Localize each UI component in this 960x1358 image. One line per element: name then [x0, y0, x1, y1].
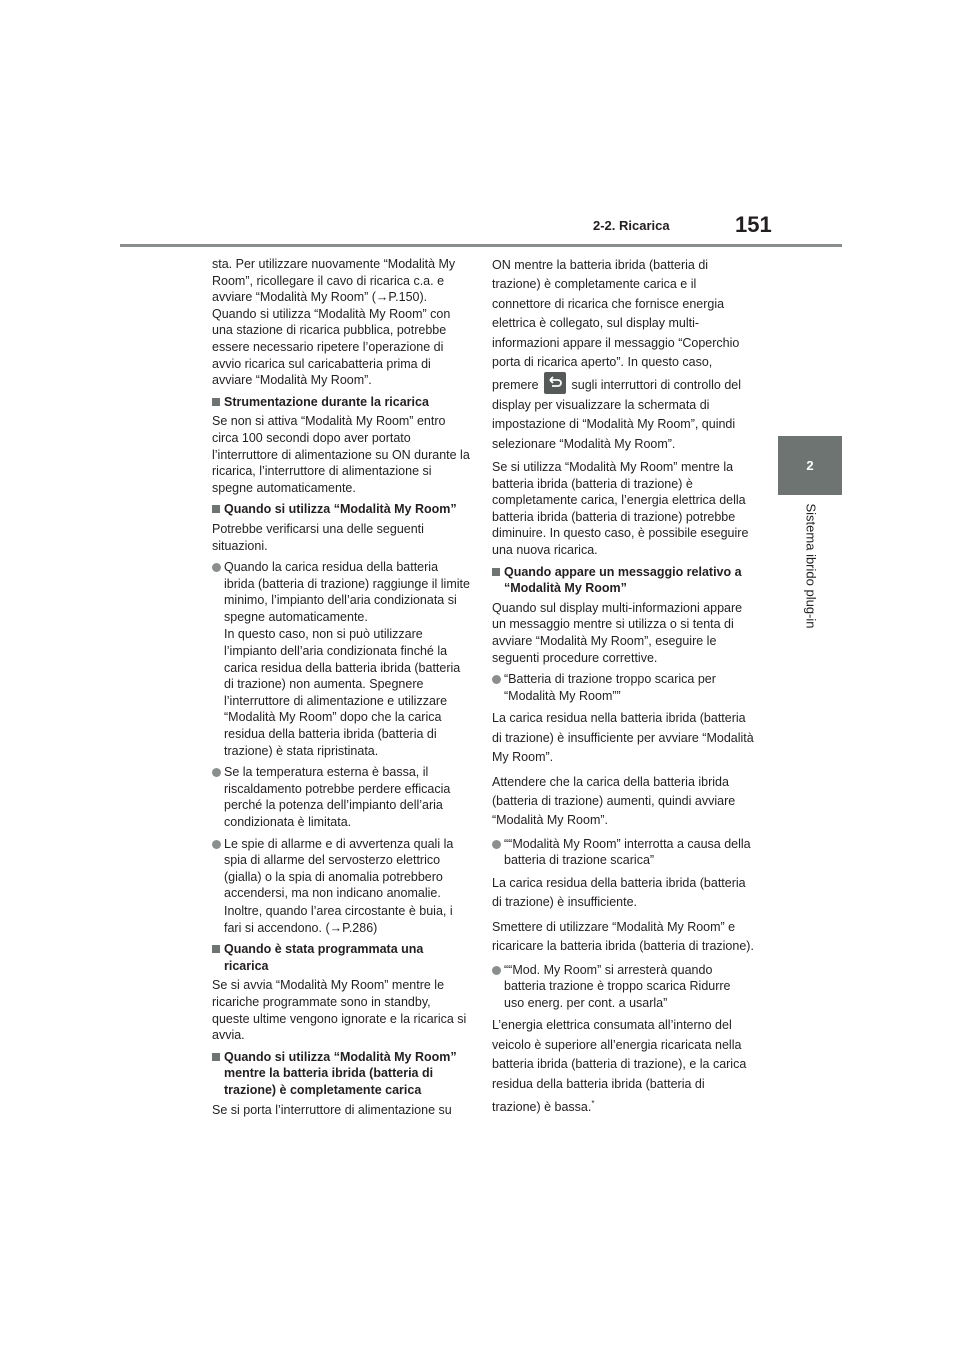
right-blocks	[492, 459, 754, 1118]
paragraph	[492, 1016, 754, 1117]
section-heading: Strumentazione durante la ricarica	[212, 394, 470, 411]
return-arrow-icon	[544, 372, 566, 394]
section-heading: Quando appare un messaggio relativo a “Modalità My Room”	[492, 564, 754, 597]
paragraph: Se si avvia “Modalità My Room” mentre le ricariche programmate sono in standby, queste ultime vengono ignorate e la ricarica si avvia.	[212, 978, 467, 1043]
chapter-tab	[778, 436, 842, 495]
bullet-item: ““Modalità My Room” interrotta a causa della batteria di trazione scarica”	[492, 836, 754, 869]
paragraph: La carica residua della batteria ibrida (batteria di trazione) è insufficiente.	[492, 876, 746, 910]
section-heading: Quando si utilizza “Modalità My Room”	[212, 501, 470, 518]
page-number: 151	[735, 212, 772, 237]
paragraph: Se si utilizza “Modalità My Room” mentre la batteria ibrida (batteria di trazione) è completamente carica, l’energia elettrica della batteria ibrida (batteria di trazione) potrebbe diminuire. In questo caso, è possibile eseguire una nuova ricarica.	[492, 460, 749, 558]
section-heading: Quando si utilizza “Modalità My Room” mentre la batteria ibrida (batteria di trazione) è completamente carica	[212, 1049, 470, 1099]
header-rule	[120, 244, 842, 247]
paragraph: Se si porta l’interruttore di alimentazione su	[212, 1102, 452, 1117]
paragraph: In questo caso, non si può utilizzare l’impianto dell’aria condizionata finché la carica residua della batteria ibrida (batteria di trazione) non aumenta. Spegnere l’interruttore di alimentazione e utilizzare “Modalità My Room” dopo che la carica residua della batteria ibrida (batteria di trazione) è stata ripristinata.	[224, 627, 461, 758]
bullet-item: “Batteria di trazione troppo scarica per “Modalità My Room””	[492, 671, 754, 704]
paragraph: Inoltre, quando l’area circostante è buia, i fari si accendono. (→P.286)	[224, 903, 453, 935]
paragraph: Quando sul display multi-informazioni appare un messaggio mentre si utilizza o si tenta di avviare “Modalità My Room”, eseguire le seguenti procedure correttive.	[492, 600, 743, 665]
section-title: 2-2. Ricarica	[593, 218, 670, 233]
bullet-item: ““Mod. My Room” si arresterà quando batteria trazione è troppo scarica Ridurre uso energ. per cont. a usarla”	[492, 962, 754, 1012]
left-column	[212, 256, 470, 1123]
chapter-tab-number: 2	[806, 458, 814, 473]
paragraph: Potrebbe verificarsi una delle seguenti situazioni.	[212, 521, 424, 553]
paragraph: Se non si attiva “Modalità My Room” entro circa 100 secondi dopo aver portato l’interruttore di alimentazione su ON durante la ricarica, l’interruttore di alimentazione si spegne automaticamente.	[212, 414, 470, 495]
intro-text: ON mentre la batteria ibrida (batteria di trazione) è completamente carica e il connettore di ricarica che fornisce energia elettrica è collegato, sul display multi-informazioni appare il messaggio “Coperchio porta di ricarica aperto”. In questo caso, premere	[492, 258, 740, 393]
paragraph: Smettere di utilizzare “Modalità My Room” e ricaricare la batteria ibrida (batteria di trazione).	[492, 919, 754, 954]
section-heading: Quando è stata programmata una ricarica	[212, 941, 470, 974]
paragraph-text: L’energia elettrica consumata all’interno del veicolo è superiore all’energia ricaricata nella batteria ibrida (batteria di trazione), e la carica residua della batteria ibrida (batteria di trazione) è bassa.	[492, 1018, 747, 1115]
paragraph: sta. Per utilizzare nuovamente “Modalità My Room”, ricollegare il cavo di ricarica c.a. e avviare “Modalità My Room” (→P.150). Quando si utilizza “Modalità My Room” con una stazione di ricarica pubblica, potrebbe essere necessario ripetere l’operazione di avvio ricarica sul caricabatteria prima di avviare “Modalità My Room”.	[212, 257, 456, 388]
paragraph	[492, 256, 754, 454]
bullet-item: Se la temperatura esterna è bassa, il riscaldamento potrebbe perdere efficacia perché la potenza dell’impianto dell’aria condizionata è limitata.	[212, 764, 470, 830]
bullet-item: Quando la carica residua della batteria ibrida (batteria di trazione) raggiunge il limite minimo, l’impianto dell’aria condizionata si spegne automaticamente.	[212, 559, 470, 625]
intro-text-continued: sugli interruttori di controllo del display per visualizzare la schermata di impostazione di “Modalità My Room”, quindi selezionare “Modalità My Room”.	[492, 378, 742, 451]
paragraph: La carica residua nella batteria ibrida (batteria di trazione) è insufficiente per avviare “Modalità My Room”.	[492, 711, 754, 765]
bullet-item: Le spie di allarme e di avvertenza quali la spia di allarme del servosterzo elettrico (gialla) o la spia di anomalia potrebbero accendersi, ma non indicano anomalie.	[212, 836, 470, 902]
chapter-label: Sistema ibrido plug-in	[803, 503, 819, 629]
right-column	[492, 256, 754, 1123]
paragraph: Attendere che la carica della batteria ibrida (batteria di trazione) aumenti, quindi avviare “Modalità My Room”.	[492, 774, 736, 828]
footnote-marker: *	[591, 1099, 595, 1109]
